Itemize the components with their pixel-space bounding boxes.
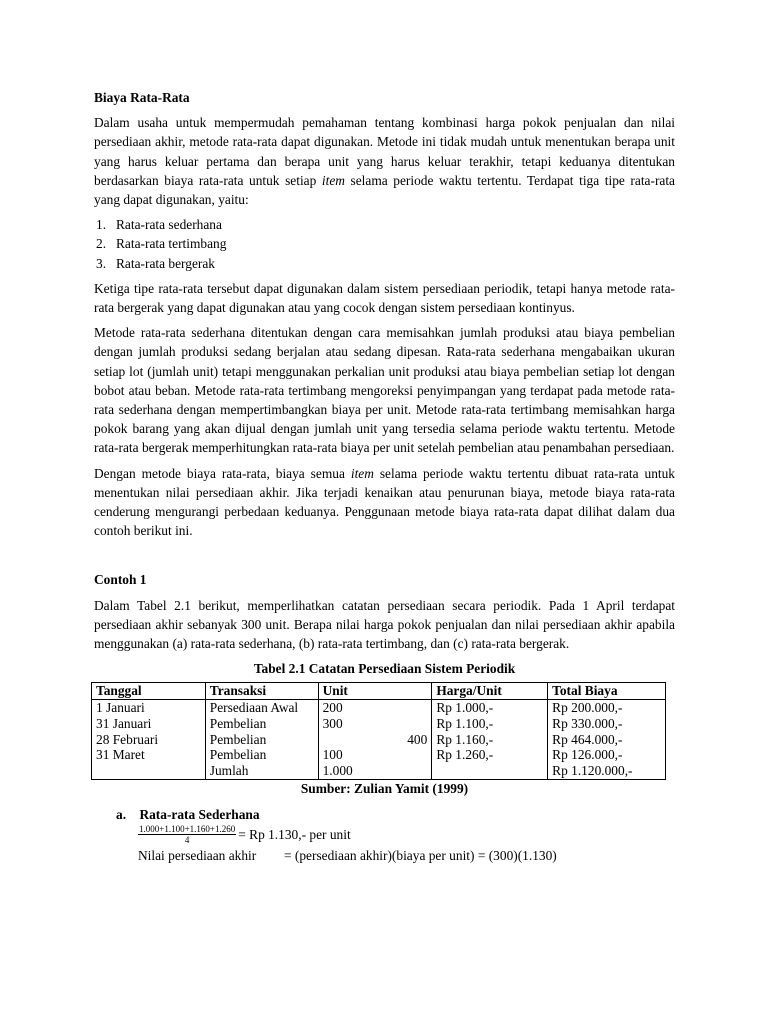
- column-header: Total Biaya: [548, 683, 666, 700]
- list-item: 2. Rata-rata tertimbang: [96, 236, 227, 252]
- table-cell: 28 Februari: [92, 732, 206, 748]
- table-cell: Rp 1.100,-: [432, 716, 548, 732]
- subsection-title: Rata-rata Sederhana: [139, 806, 260, 822]
- inventory-table: [91, 682, 666, 779]
- paragraph-types-usage: Ketiga tipe rata-rata tersebut dapat digunakan dalam sistem persediaan periodik, tetapi hanya metode rata-rata bergerak yang dapat digunakan atau yang cocok dengan sistem persediaan kontinyus.: [94, 280, 675, 316]
- table-cell: Rp 1.260,-: [432, 747, 548, 763]
- fraction: [138, 824, 236, 845]
- table-cell: Pembelian: [205, 747, 318, 763]
- nilai-label: Nilai persediaan akhir: [138, 847, 257, 863]
- paragraph-intro-text-b: selama periode waktu tertentu. Terdapat tiga tipe rata-rata yang dapat digunakan, yaitu:: [94, 172, 676, 208]
- table-cell: 31 Maret: [92, 747, 206, 763]
- document-page: [94, 88, 675, 865]
- table-cell: 100: [318, 747, 432, 763]
- paragraph-intro: [94, 113, 675, 209]
- table-cell: Rp 1.160,-: [432, 732, 548, 748]
- table-cell: Rp 1.120.000,-: [548, 763, 666, 779]
- table-row: [92, 700, 666, 716]
- table-header-row: [92, 683, 666, 700]
- table-cell: Pembelian: [205, 732, 318, 748]
- table-row: [92, 716, 666, 732]
- table-cell: Pembelian: [205, 716, 318, 732]
- table-cell: 400: [318, 732, 432, 748]
- table-row: [92, 732, 666, 748]
- table-row: [92, 747, 666, 763]
- column-header: Transaksi: [205, 683, 318, 700]
- column-header: Tanggal: [92, 683, 206, 700]
- paragraph-methods: Metode rata-rata sederhana ditentukan dengan cara memisahkan jumlah produksi atau biaya pembelian dengan jumlah produksi sedang berjalan atau sedang dipesan. Rata-rata sederhana mengabaikan ukuran setiap lot (jumlah unit) tetapi menggunakan perkalian unit produksi atau biaya pembelian setiap lot dengan bobot atau beban. Metode rata-rata tertimbang mengoreksi penyimpangan yang terdapat pada metode rata-rata sederhana dengan mempertimbangkan biaya per unit. Metode rata-rata tertimbang memisahkan harga pokok barang yang akan dijual dengan jumlah unit yang tersedia selama periode waktu tertentu. Metode rata-rata bergerak memperhitungkan rata-rata biaya per unit setelah pembelian atau penambahan persediaan.: [94, 325, 675, 456]
- example-title: Contoh 1: [94, 572, 147, 588]
- fraction-numerator: 1.000+1.100+1.160+1.260: [139, 824, 236, 835]
- fraction-result: = Rp 1.130,- per unit: [238, 827, 351, 843]
- table-cell: 1 Januari: [92, 700, 206, 716]
- list-item: 3. Rata-rata bergerak: [96, 255, 216, 271]
- table-cell: 31 Januari: [92, 716, 206, 732]
- table-cell: Rp 464.000,-: [548, 732, 666, 748]
- table-caption: Tabel 2.1 Catatan Persediaan Sistem Periodik: [253, 661, 516, 677]
- section-title: Biaya Rata-Rata: [94, 90, 190, 105]
- nilai-formula: = (persediaan akhir)(biaya per unit) = (300)(1.130): [284, 847, 557, 863]
- table-cell: Persediaan Awal: [205, 700, 318, 716]
- average-types-list: [94, 215, 675, 273]
- subsection-letter: a.: [116, 806, 127, 822]
- table-source: Sumber: Zulian Yamit (1999): [300, 780, 469, 796]
- table-cell: Rp 126.000,-: [548, 747, 666, 763]
- table-row-total: [92, 763, 666, 779]
- table-cell: Jumlah: [205, 763, 318, 779]
- table-cell: [92, 763, 206, 779]
- table-cell: Rp 200.000,-: [548, 700, 666, 716]
- table-cell: 1.000: [318, 763, 432, 779]
- example-paragraph: Dalam Tabel 2.1 berikut, memperlihatkan catatan persediaan secara periodik. Pada 1 April terdapat persediaan akhir sebanyak 300 unit. Berapa nilai harga pokok penjualan dan nilai persediaan akhir apabila menggunakan (a) rata-rata sederhana, (b) rata-rata tertimbang, dan (c) rata-rata bergerak.: [94, 597, 675, 652]
- subsection-a-heading: [116, 805, 675, 824]
- table-cell: 200: [318, 700, 432, 716]
- paragraph-average-cost: Dengan metode biaya rata-rata, biaya semua item selama periode waktu tertentu dibuat rata-rata untuk menentukan nilai persediaan akhir. Jika terjadi kenaikan atau penurunan biaya, metode biaya rata-rata cenderung mengurangi perbedaan keduanya. Penggunaan metode biaya rata-rata dapat dilihat dalam dua contoh berikut ini.: [94, 465, 675, 539]
- fraction-denominator: 4: [184, 835, 190, 846]
- table-cell: Rp 1.000,-: [432, 700, 548, 716]
- ending-inventory-formula: [138, 846, 675, 865]
- table-cell: 300: [318, 716, 432, 732]
- paragraph-intro-text-a: Dalam usaha untuk mempermudah pemahaman tentang kombinasi harga pokok penjualan dan nilai persediaan akhir, metode rata-rata dapat digunakan. Metode ini tidak mudah untuk menentukan berapa unit yang harus keluar pertama dan berapa unit yang harus keluar terakhir, tetapi keduanya ditentukan berdasarkan biaya rata-rata untuk setiap: [94, 115, 675, 188]
- table-cell: [432, 763, 548, 779]
- column-header: Harga/Unit: [432, 683, 548, 700]
- average-formula: [116, 824, 675, 846]
- list-item: 1. Rata-rata sederhana: [96, 217, 222, 233]
- paragraph-intro-italic: item: [321, 172, 345, 188]
- column-header: Unit: [318, 683, 432, 700]
- table-cell: Rp 330.000,-: [548, 716, 666, 732]
